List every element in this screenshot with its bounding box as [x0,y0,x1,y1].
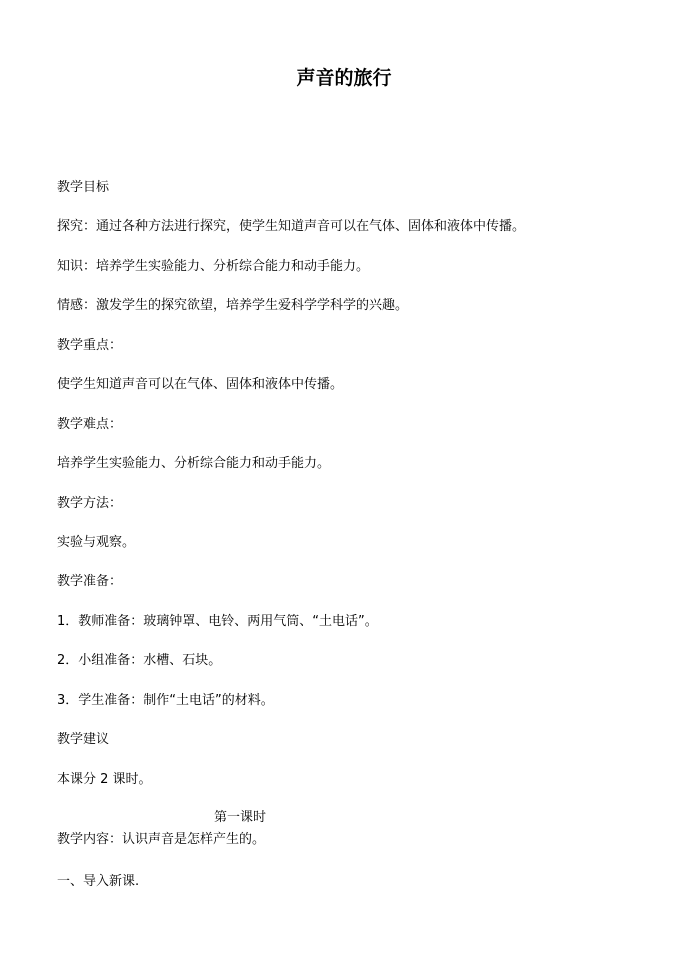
text-line-introduction: 一、导入新课. [57,874,140,889]
text-line-method: 实验与观察。 [57,535,136,550]
text-line-group-prep: 2．小组准备：水槽、石块。 [57,653,222,668]
text-line-preparation-heading: 教学准备： [57,574,123,589]
text-line-suggestion-heading: 教学建议 [57,732,110,747]
lesson-heading: 第一课时 [213,810,266,825]
text-line-objectives-heading: 教学目标 [57,180,110,195]
text-line-explore: 探究：通过各种方法进行探究，使学生知道声音可以在气体、固体和液体中传播。 [57,219,526,234]
text-line-difficulty: 培养学生实验能力、分析综合能力和动手能力。 [57,456,331,471]
text-line-emotion: 情感：激发学生的探究欲望，培养学生爱科学学科学的兴趣。 [57,298,409,313]
document-title: 声音的旅行 [296,67,392,89]
text-line-method-heading: 教学方法： [57,496,123,511]
text-line-difficulty-heading: 教学难点： [57,417,123,432]
text-line-lesson-count: 本课分 2 课时。 [57,772,152,787]
text-line-knowledge: 知识：培养学生实验能力、分析综合能力和动手能力。 [57,259,370,274]
text-line-content: 教学内容：认识声音是怎样产生的。 [57,832,266,847]
text-line-teacher-prep: 1．教师准备：玻璃钟罩、电铃、两用气筒、“土电话”。 [57,614,378,629]
text-line-key-points-heading: 教学重点： [57,338,123,353]
text-line-key-points: 使学生知道声音可以在气体、固体和液体中传播。 [57,377,344,392]
text-line-student-prep: 3．学生准备：制作“土电话”的材料。 [57,693,274,708]
